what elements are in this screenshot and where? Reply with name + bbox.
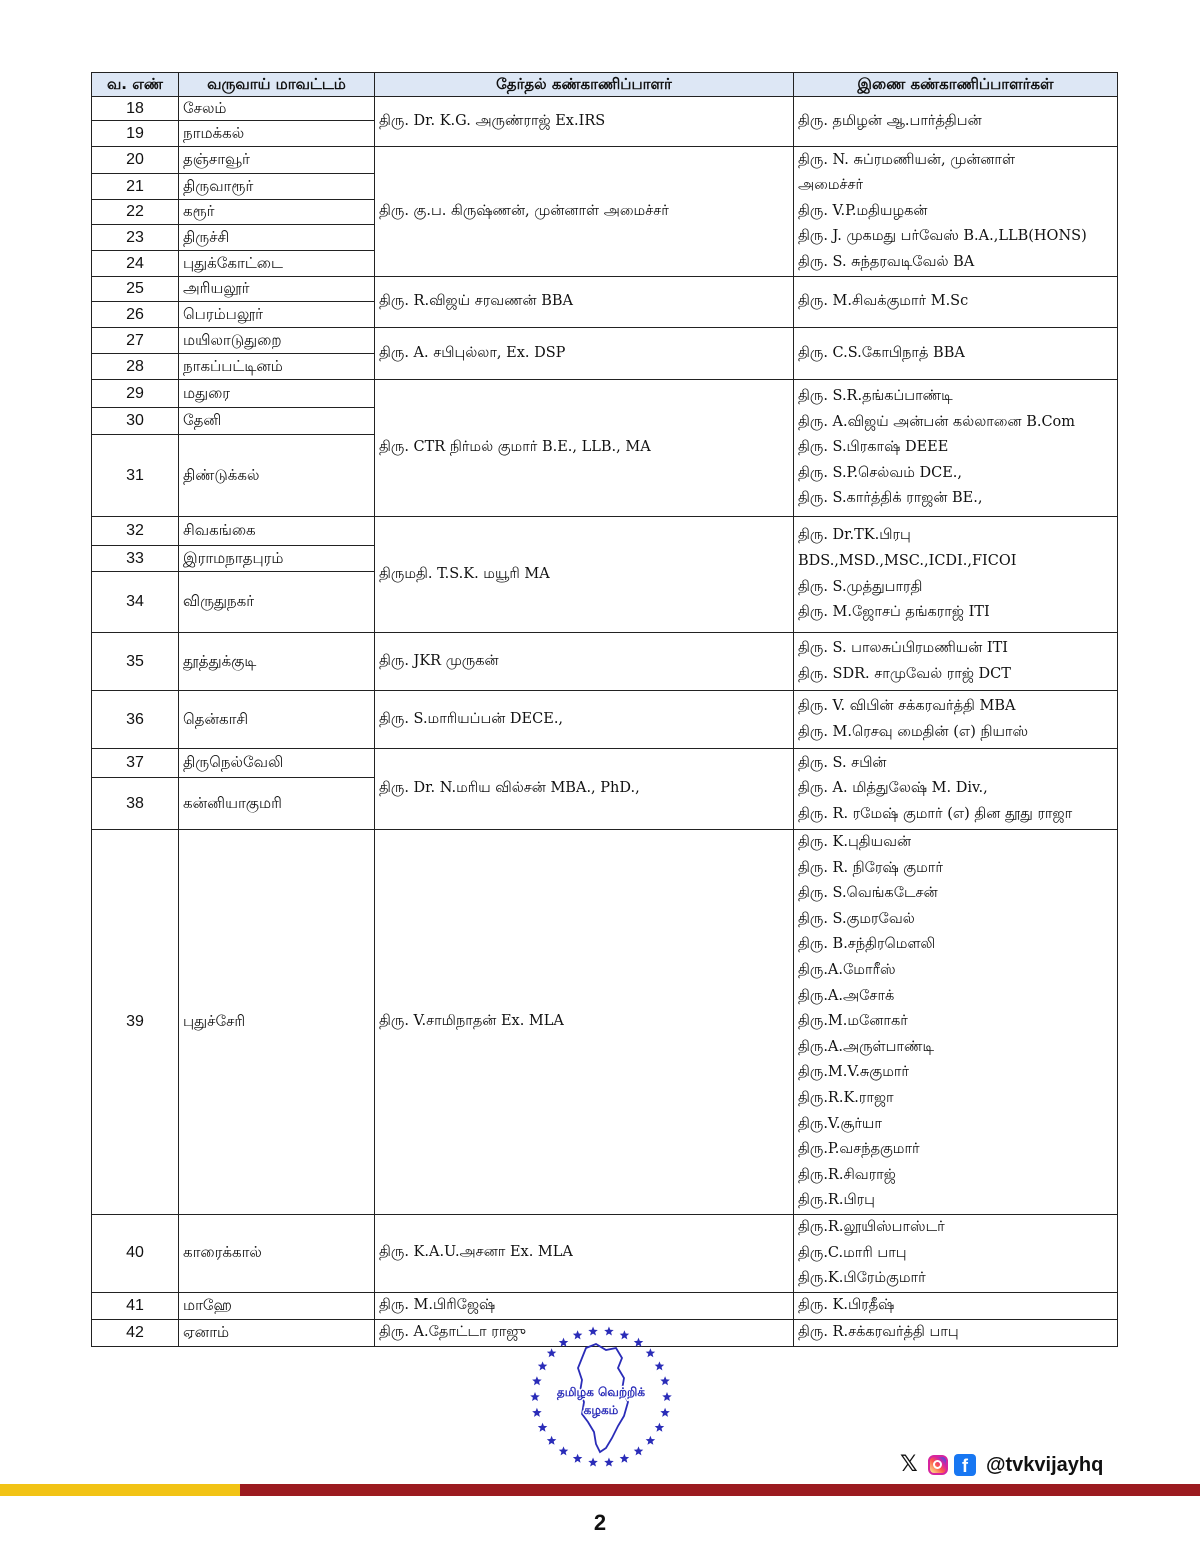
associate-name: திரு. S.குமரவேல் [798, 910, 915, 927]
associate-name: திரு. S.R.தங்கப்பாண்டி [798, 388, 953, 405]
associate-name: திரு.M.மனோகர் [798, 1013, 908, 1030]
table-row [92, 1292, 1118, 1319]
social-handle[interactable]: @tvkvijayhq [986, 1453, 1104, 1476]
district-name: காரைக்கால் [179, 1215, 375, 1293]
associate-name: திரு. Dr.TK.பிரபு [798, 527, 911, 544]
logo-star [530, 1392, 540, 1401]
election-supervisor: திரு. A.தோட்டா ராஜு [375, 1319, 794, 1346]
associate-name: திரு. S.பிரகாஷ் DEEE [798, 439, 949, 456]
associate-name: திரு.R.லூயிஸ்பாஸ்டர் [798, 1219, 945, 1235]
serial-no: 42 [92, 1319, 179, 1346]
table-row [92, 328, 1118, 354]
footer-bar-red [240, 1484, 1200, 1496]
serial-no: 41 [92, 1292, 179, 1319]
associate-name: திரு. M.ஜோசப் தங்கராஜ் ITI [798, 604, 990, 621]
associate-supervisors [794, 1292, 1118, 1319]
associate-name: திரு.V.சூர்யா [798, 1115, 882, 1132]
associate-name: திரு. R. நிரேஷ் குமார் [798, 859, 943, 876]
logo-star [634, 1446, 644, 1455]
associate-supervisors [794, 328, 1118, 380]
district-name: புதுக்கோட்டை [179, 251, 375, 277]
associate-name: திரு. S.வெங்கடேசன் [798, 885, 938, 902]
logo-star [634, 1338, 644, 1347]
logo-star [573, 1454, 583, 1463]
associate-supervisors [794, 691, 1118, 749]
table-row [92, 380, 1118, 408]
associate-name: திரு. K.பிரதீஷ் [798, 1296, 895, 1313]
serial-no: 18 [92, 97, 179, 121]
serial-no: 23 [92, 225, 179, 251]
associate-supervisors [794, 277, 1118, 328]
logo-star [573, 1330, 583, 1339]
district-name: இராமநாதபுரம் [179, 546, 375, 572]
serial-no: 38 [92, 778, 179, 830]
associate-supervisors [794, 1215, 1118, 1293]
serial-no: 20 [92, 147, 179, 174]
associate-name: திரு. R. ரமேஷ் குமார் (எ) தின தூது ராஜா [798, 805, 1073, 822]
table-header-row [92, 73, 1118, 97]
logo-star [646, 1436, 656, 1445]
district-name: தஞ்சாவூர் [179, 147, 375, 174]
serial-no: 27 [92, 328, 179, 354]
district-name: தூத்துக்குடி [179, 633, 375, 691]
serial-no: 25 [92, 277, 179, 302]
header-election-supervisor: தேர்தல் கண்காணிப்பாளர் [375, 73, 794, 97]
associate-name: திரு. V.P.மதியழகன் [798, 202, 928, 219]
logo-text-line2: கழகம் [583, 1403, 619, 1417]
serial-no: 33 [92, 546, 179, 572]
associate-supervisors [794, 1319, 1118, 1346]
associate-name: திரு. N. சுப்ரமணியன், முன்னாள் [798, 151, 1016, 168]
associate-name: திரு. SDR. சாமுவேல் ராஜ் DCT [798, 665, 1011, 682]
footer-bar-yellow [0, 1484, 240, 1496]
associate-name: BDS.,MSD.,MSC.,ICDI.,FICOI [798, 552, 1017, 569]
logo-star [604, 1458, 614, 1467]
election-supervisor: திரு. K.A.U.அசனா Ex. MLA [375, 1215, 794, 1293]
associate-name: திரு.C.மாரி பாபு [798, 1244, 907, 1261]
district-name: விருதுநகர் [179, 572, 375, 633]
table-row [92, 691, 1118, 749]
associate-name: திரு.K.பிரேம்குமார் [798, 1270, 926, 1287]
district-name: மதுரை [179, 380, 375, 408]
associate-name: திரு. J. முகமது பர்வேஸ் B.A.,LLB(HONS) [798, 228, 1087, 245]
associate-supervisors [794, 633, 1118, 691]
associate-name: திரு. A.விஜய் அன்பன் கல்லானை B.Com [798, 413, 1076, 430]
district-name: மாஹே [179, 1292, 375, 1319]
associate-name: திரு.A.அருள்பாண்டி [798, 1038, 935, 1055]
associate-name: திரு.R.K.ராஜா [798, 1089, 894, 1106]
district-name: சேலம் [179, 97, 375, 121]
table-row [92, 1215, 1118, 1293]
associate-supervisors [794, 830, 1118, 1215]
x-icon[interactable]: 𝕏 [900, 1452, 918, 1477]
party-logo [526, 1322, 676, 1472]
logo-star [547, 1348, 557, 1357]
district-name: கரூர் [179, 200, 375, 225]
election-supervisor: திரு. கு.ப. கிருஷ்ணன், முன்னாள் அமைச்சர் [375, 147, 794, 277]
associate-name: திரு. V. விபின் சக்கரவர்த்தி MBA [798, 697, 1016, 714]
associate-name: திரு.R.பிரபு [798, 1192, 875, 1209]
associate-name: திரு. B.சந்திரமௌலி [798, 936, 936, 953]
associate-name: திரு. S. சுந்தரவடிவேல் BA [798, 253, 975, 270]
election-supervisor: திரு. JKR முருகன் [375, 633, 794, 691]
associate-name: திரு.A.மோரீஸ் [798, 962, 896, 979]
election-supervisor: திரு. M.பிரிஜேஷ் [375, 1292, 794, 1319]
page-number: 2 [593, 1510, 607, 1535]
table-row [92, 749, 1118, 778]
district-name: நாகப்பட்டினம் [179, 354, 375, 380]
election-supervisor: திரு. V.சாமிநாதன் Ex. MLA [375, 830, 794, 1215]
table-row [92, 830, 1118, 1215]
associate-name: திரு.M.V.சுகுமார் [798, 1064, 910, 1081]
associate-name: அமைச்சர் [798, 177, 864, 194]
district-name: திருவாரூர் [179, 174, 375, 200]
district-name: அரியலூர் [179, 277, 375, 302]
district-name: தென்காசி [179, 691, 375, 749]
serial-no: 30 [92, 408, 179, 435]
associate-supervisors [794, 380, 1118, 517]
logo-star [559, 1338, 569, 1347]
district-name: கன்னியாகுமரி [179, 778, 375, 830]
serial-no: 31 [92, 435, 179, 517]
election-supervisor: திரு. R.விஜய் சரவணன் BBA [375, 277, 794, 328]
supervisors-table [91, 72, 1118, 1347]
associate-name: திரு. K.புதியவன் [798, 834, 912, 851]
logo-star [655, 1423, 665, 1432]
associate-name: திரு. தமிழன் ஆ.பார்த்திபன் [798, 112, 982, 129]
logo-star [547, 1436, 557, 1445]
associate-name: திரு.R.சிவராஜ் [798, 1166, 896, 1183]
district-name: திருச்சி [179, 225, 375, 251]
table-row [92, 97, 1118, 121]
serial-no: 37 [92, 749, 179, 778]
associate-supervisors [794, 97, 1118, 147]
district-name: திருநெல்வேலி [179, 749, 375, 778]
election-supervisor: திருமதி. T.S.K. மயூரி MA [375, 517, 794, 633]
election-supervisor: திரு. Dr. N.மரிய வில்சன் MBA., PhD., [375, 749, 794, 830]
election-supervisor: திரு. S.மாரியப்பன் DECE., [375, 691, 794, 749]
header-associate-supervisors: இணை கண்காணிப்பாளர்கள் [794, 73, 1118, 97]
associate-supervisors [794, 517, 1118, 633]
logo-star [538, 1361, 548, 1370]
serial-no: 40 [92, 1215, 179, 1293]
associate-name: திரு. S. பாலசுப்பிரமணியன் ITI [798, 639, 1009, 656]
associate-name: திரு. S.கார்த்திக் ராஜன் BE., [798, 490, 983, 507]
serial-no: 22 [92, 200, 179, 225]
associate-name: திரு. M.ரெசவு மைதின் (எ) நியாஸ் [798, 723, 1029, 740]
serial-no: 19 [92, 121, 179, 147]
associate-name: திரு. S.முத்துபாரதி [798, 578, 923, 595]
instagram-icon[interactable] [928, 1455, 948, 1475]
logo-star [620, 1330, 630, 1339]
district-name: பெரம்பலூர் [179, 302, 375, 328]
election-supervisor: திரு. CTR நிர்மல் குமார் B.E., LLB., MA [375, 380, 794, 517]
facebook-icon[interactable]: f [954, 1454, 976, 1476]
serial-no: 34 [92, 572, 179, 633]
logo-star [662, 1392, 672, 1401]
logo-star [604, 1326, 614, 1335]
election-supervisor: திரு. A. சபிபுல்லா, Ex. DSP [375, 328, 794, 380]
district-name: மயிலாடுதுறை [179, 328, 375, 354]
associate-name: திரு.A.அசோக் [798, 987, 895, 1004]
associate-name: திரு.P.வசந்தகுமார் [798, 1141, 920, 1158]
associate-name: திரு. S. சபின் [798, 754, 887, 771]
logo-star [532, 1376, 542, 1385]
associate-name: திரு. A. மித்துலேஷ் M. Div., [798, 780, 988, 797]
serial-no: 36 [92, 691, 179, 749]
district-name: தேனி [179, 408, 375, 435]
logo-star [620, 1454, 630, 1463]
election-supervisor: திரு. Dr. K.G. அருண்ராஜ் Ex.IRS [375, 97, 794, 147]
logo-star [588, 1458, 598, 1467]
table-row [92, 517, 1118, 546]
logo-star [660, 1408, 670, 1417]
header-serial-no: வ. எண் [92, 73, 179, 97]
serial-no: 21 [92, 174, 179, 200]
table-row [92, 147, 1118, 174]
district-name: சிவகங்கை [179, 517, 375, 546]
logo-text-line1: தமிழக வெற்றிக் [556, 1385, 646, 1399]
serial-no: 29 [92, 380, 179, 408]
serial-no: 24 [92, 251, 179, 277]
logo-star [646, 1348, 656, 1357]
associate-name: திரு. R.சக்கரவர்த்தி பாபு [798, 1323, 959, 1340]
table-row [92, 277, 1118, 302]
logo-star [655, 1361, 665, 1370]
serial-no: 35 [92, 633, 179, 691]
serial-no: 26 [92, 302, 179, 328]
header-district: வருவாய் மாவட்டம் [179, 73, 375, 97]
associate-supervisors [794, 147, 1118, 277]
district-name: புதுச்சேரி [179, 830, 375, 1215]
logo-star [532, 1408, 542, 1417]
serial-no: 28 [92, 354, 179, 380]
logo-star [559, 1446, 569, 1455]
serial-no: 32 [92, 517, 179, 546]
associate-name: திரு. C.S.கோபிநாத் BBA [798, 344, 965, 361]
logo-star [538, 1423, 548, 1432]
associate-name: திரு. S.P.செல்வம் DCE., [798, 464, 963, 481]
associate-supervisors [794, 749, 1118, 830]
district-name: நாமக்கல் [179, 121, 375, 147]
district-name: ஏனாம் [179, 1319, 375, 1346]
social-handle-bar [900, 1452, 1103, 1478]
associate-name: திரு. M.சிவக்குமார் M.Sc [798, 293, 969, 310]
district-name: திண்டுக்கல் [179, 435, 375, 517]
serial-no: 39 [92, 830, 179, 1215]
logo-star [588, 1326, 598, 1335]
logo-star [660, 1376, 670, 1385]
table-row [92, 633, 1118, 691]
